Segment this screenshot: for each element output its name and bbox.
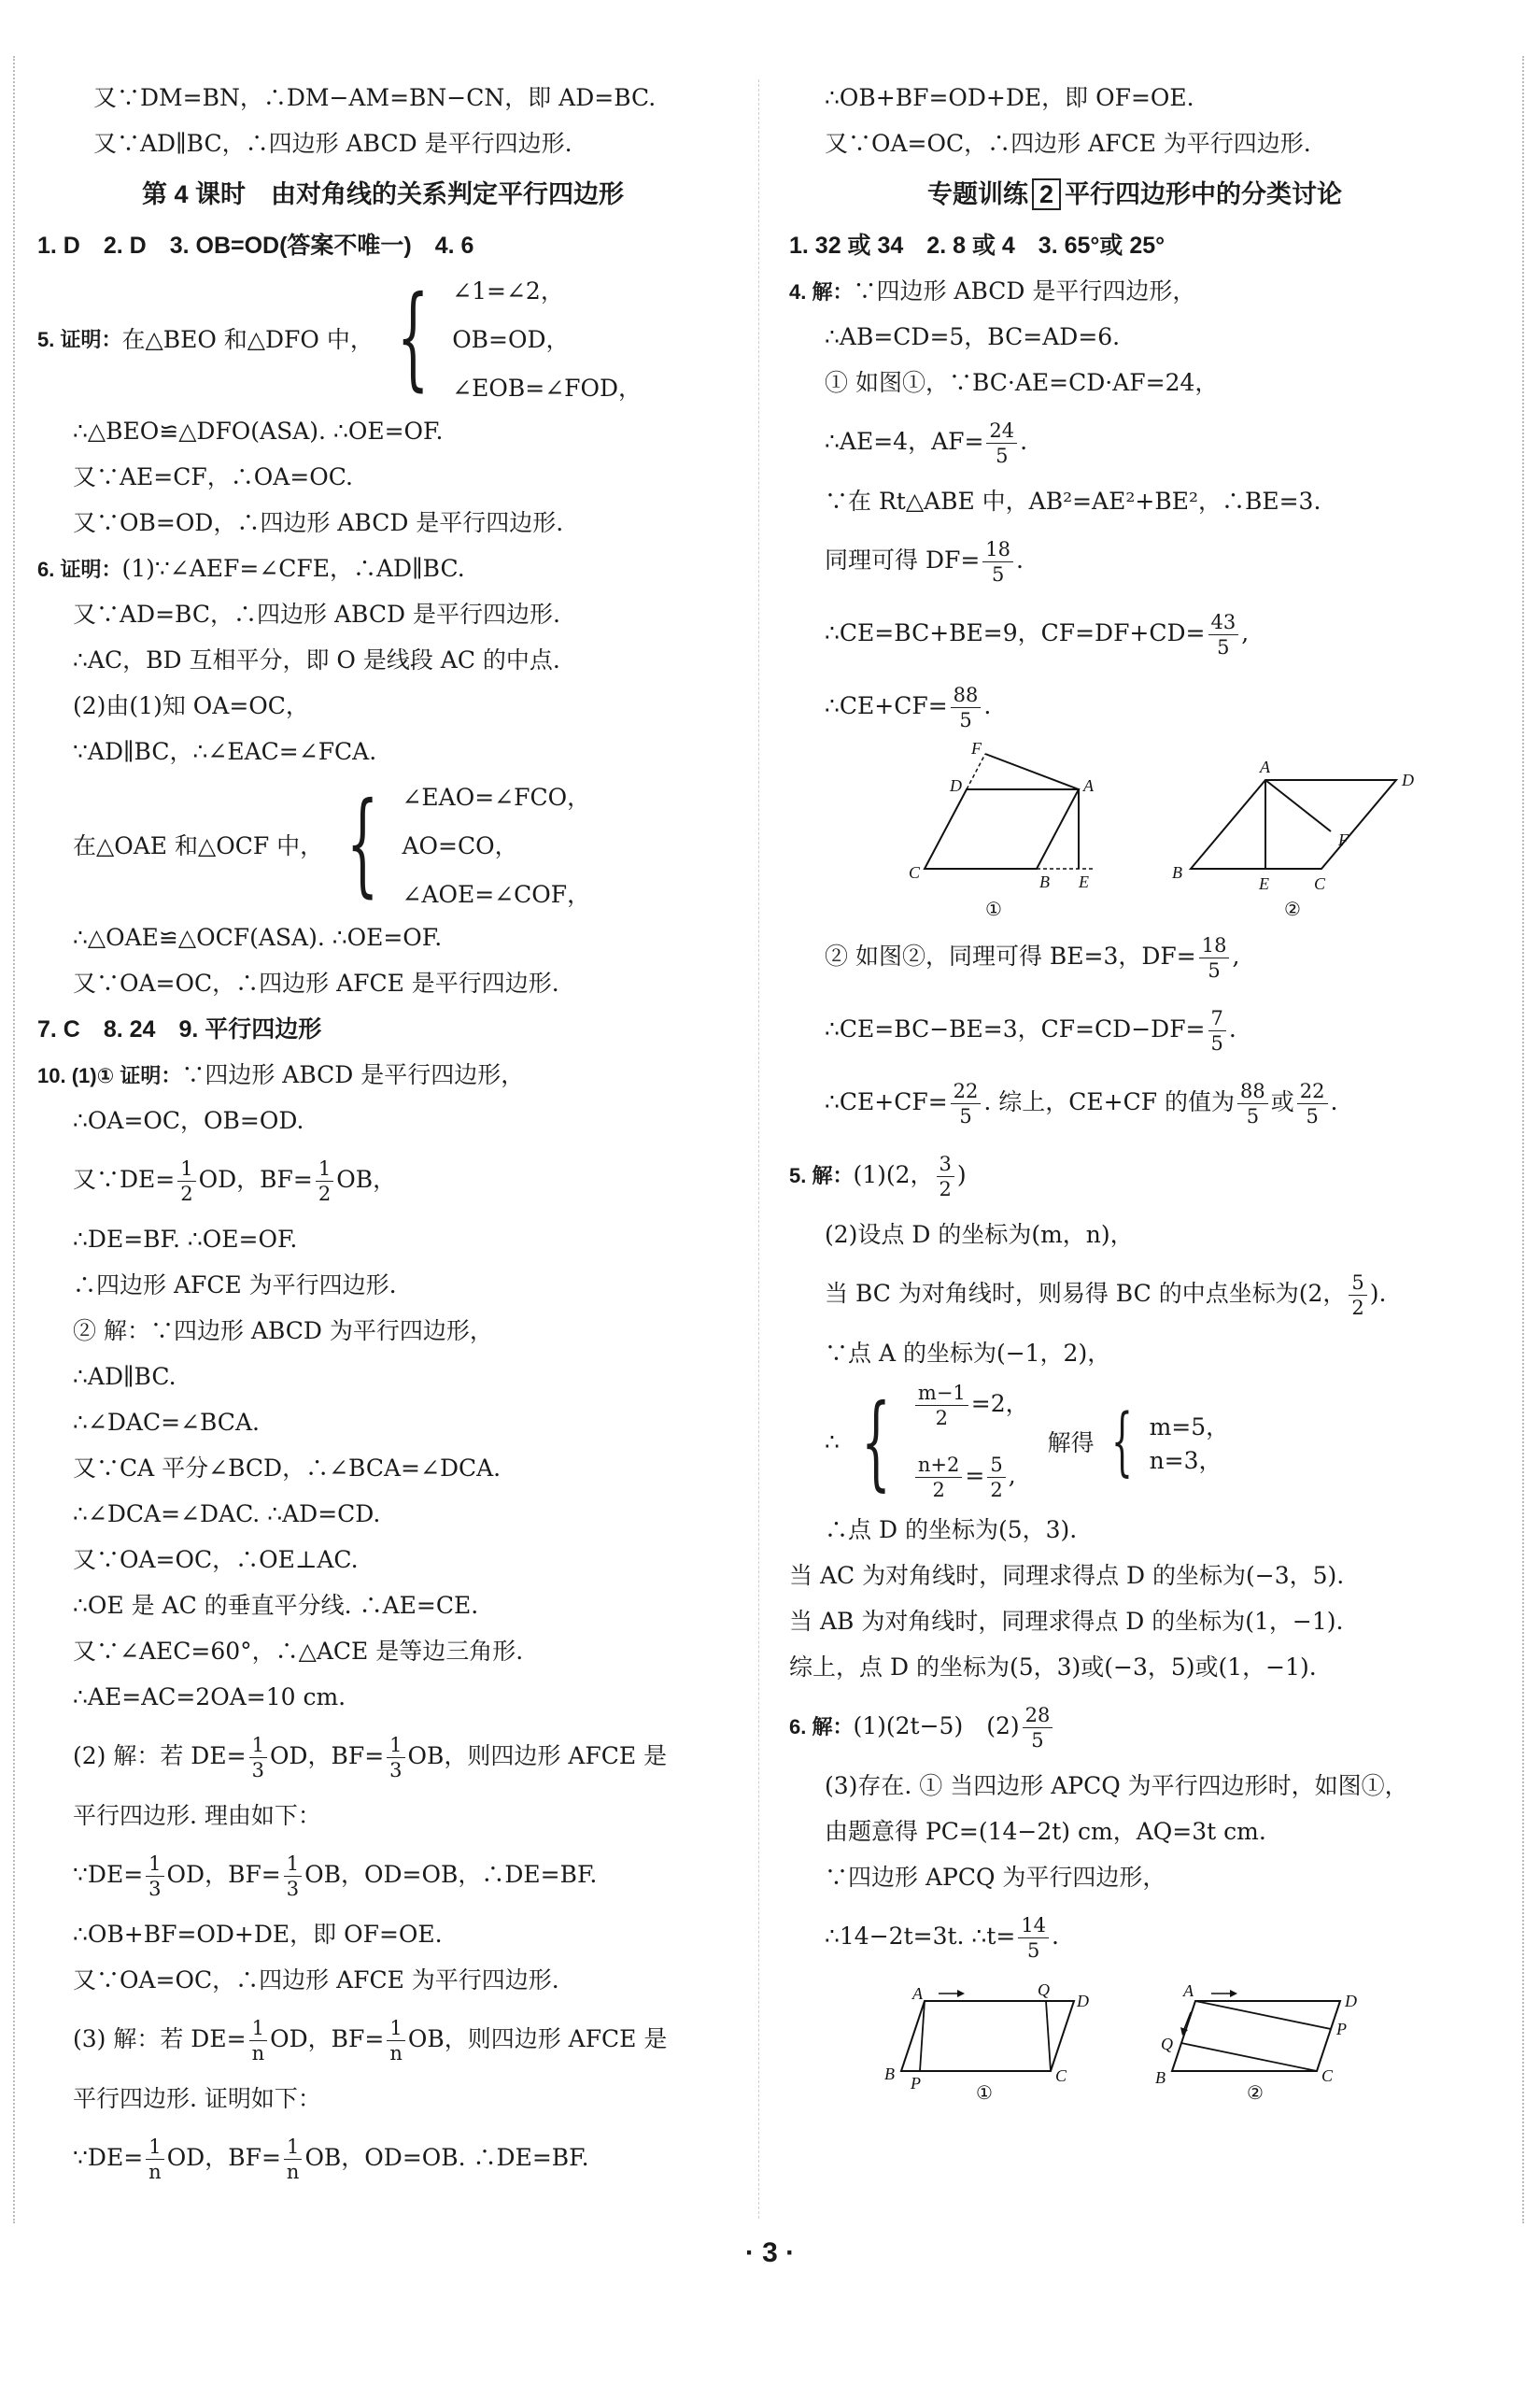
text-line: 又∵OA=OC，∴OE⊥AC. (73, 1546, 359, 1573)
fraction (249, 2016, 268, 2065)
denominator: 5 (1210, 1032, 1223, 1055)
point-a: A (1260, 758, 1270, 776)
answers-text: 1. 32 或 34 2. 8 或 4 3. 65°或 25° (789, 233, 1166, 259)
fraction-line: ∴CE+CF= $\frac{88}{5}$ . (825, 684, 992, 731)
denominator: 5 (991, 563, 1005, 586)
answers-7-9 (37, 1006, 728, 1052)
text-seg: (1)(2t−5) (2) (853, 1712, 1020, 1739)
answers-text: 1. D 2. D 3. OB=OD(答案不唯一) 4. 6 (37, 233, 474, 259)
fraction (1018, 1913, 1049, 1963)
right-column (789, 75, 1480, 2104)
fraction (387, 2016, 405, 2065)
heading-part: 平行四边形中的分类讨论 (1065, 180, 1343, 208)
q5-label: 5. 解： (789, 1164, 854, 1187)
numerator: 1 (146, 1852, 163, 1877)
numerator: 1 (284, 2135, 303, 2160)
q5-intro: 在△BEO 和△DFO 中， (121, 326, 374, 353)
q6-label: 6. 证明： (37, 558, 122, 581)
heading-number: 2 (1032, 178, 1061, 210)
text-line: 平行四边形. 证明如下： (73, 2085, 321, 2112)
fraction-line: ∴CE=BC+BE=9，CF=DF+CD= $\frac{43}{5}$ , (825, 611, 1250, 659)
fraction (146, 2135, 164, 2184)
figure-4 (1155, 1981, 1357, 2104)
denominator: 2 (318, 1183, 332, 1205)
text-line: ∴AE=AC=2OA=10 cm. (73, 1683, 346, 1710)
text-seg: OD，BF= (166, 2144, 281, 2171)
denominator: 2 (935, 1407, 949, 1429)
denominator: 5 (996, 445, 1009, 467)
q6-label: 6. 解： (789, 1715, 854, 1738)
q6-system (37, 774, 728, 915)
text-line: 又∵OB=OD，∴四边形 ABCD 是平行四边形. (73, 509, 564, 536)
answers-1-3 (789, 222, 1480, 268)
point-a: A (912, 1984, 923, 2003)
numerator: 1 (177, 1157, 195, 1182)
text-line: 又∵AD=BC，∴四边形 ABCD 是平行四边形. (73, 601, 560, 628)
text-line: 又∵AD∥BC，∴四边形 ABCD 是平行四边形. (93, 130, 572, 157)
fraction (1199, 933, 1230, 983)
point-d: D (1077, 1992, 1089, 2010)
qc-line (1046, 2001, 1051, 2071)
text-seg: 或 (1270, 1088, 1294, 1115)
text-seg: OD，BF= (269, 1742, 385, 1769)
q10-first-line (37, 1052, 728, 1098)
parallelogram-4 (1172, 2001, 1340, 2071)
q6-figure-svg (883, 1973, 1443, 2104)
solution-2: n=3， (1149, 1447, 1222, 1474)
point-b: B (1155, 2068, 1166, 2087)
point-d: D (1402, 771, 1414, 789)
text-line: ∵点 A 的坐标为(−1，2)， (825, 1340, 1111, 1367)
numerator: 88 (1237, 1079, 1268, 1104)
text-line: ∴△OAE≌△OCF(ASA). ∴OE=OF. (73, 924, 443, 951)
text-line: (2)设点 D 的坐标为(m，n)， (825, 1221, 1134, 1248)
text-line: 又∵∠AEC=60°，∴△ACE 是等边三角形. (73, 1638, 524, 1665)
figure-label: ② (1284, 900, 1301, 920)
text-seg: ∵DE= (73, 1861, 144, 1888)
equation-2: $\frac{n+2}{2}$ = $\frac{5}{2}$ , (912, 1453, 1029, 1502)
denominator: 5 (1246, 1105, 1260, 1128)
fraction-line: ② 如图②，同理可得 BE=3，DF= $\frac{18}{5}$ , (825, 934, 1240, 982)
q6-text: (1)∵∠AEF=∠CFE，∴AD∥BC. (121, 555, 465, 582)
point-p: P (911, 2074, 921, 2093)
q5-equation-system (789, 1376, 1480, 1507)
point-c: C (1055, 2066, 1067, 2085)
q10-label: 10. (1)① 证明： (37, 1064, 182, 1087)
column-separator (758, 79, 759, 2219)
point-e: E (1079, 873, 1089, 891)
text-line: ∴DE=BF. ∴OE=OF. (73, 1226, 298, 1253)
text-seg: ∴AE=4，AF= (825, 428, 984, 455)
point-c: C (1321, 2066, 1334, 2085)
q6-first-line (789, 1690, 1480, 1763)
q4-figure-svg (892, 743, 1415, 920)
answers-text: 7. C 8. 24 9. 平行四边形 (37, 1016, 322, 1043)
fraction-line: ∴CE+CF= $\frac{22}{5}$ . 综上，CE+CF 的值为 $\frac{88}{5}$ 或 $\frac{22}{5}$ . (825, 1080, 1338, 1128)
brace-icon: { (346, 779, 379, 909)
point-d: D (950, 776, 962, 795)
q10-text: ∵四边形 ABCD 是平行四边形， (181, 1061, 525, 1088)
text-line: 当 AB 为对角线时，同理求得点 D 的坐标为(1，−1). (789, 1608, 1344, 1635)
denominator: 5 (959, 1105, 972, 1128)
text-line: ∴∠DCA=∠DAC. ∴AD=CD. (73, 1500, 381, 1527)
hidden-line (915, 2001, 1051, 2071)
q6-cond-2: AO=CO， (402, 832, 518, 859)
text-seg: ∴CE=BC+BE=9，CF=DF+CD= (825, 619, 1206, 646)
text-line: ① 如图①，∵BC·AE=CD·AF=24， (825, 369, 1219, 396)
solve-text: 解得 (1047, 1429, 1095, 1456)
denominator: 2 (932, 1479, 945, 1501)
denominator: 3 (148, 1878, 162, 1900)
fraction-line (37, 2121, 728, 2194)
text-line: 综上，点 D 的坐标为(5，3)或(−3，5)或(1，−1). (789, 1653, 1317, 1681)
numerator: 1 (146, 2135, 164, 2160)
point-c: C (1314, 874, 1326, 893)
numerator: 1 (249, 2016, 268, 2041)
solution-1: m=5， (1149, 1413, 1230, 1440)
right-margin-dots (1522, 56, 1524, 2223)
extension-line (967, 754, 985, 789)
text-line: ∵在 Rt△ABE 中，AB²=AE²+BE²，∴BE=3. (825, 488, 1321, 515)
heading-part: 专题训练 (926, 180, 1028, 208)
fraction-line (37, 1838, 728, 1911)
brace-icon: { (396, 273, 430, 403)
equation-1 (912, 1381, 1029, 1430)
fraction-line: ∴14−2t=3t. ∴t= $\frac{14}{5}$ . (825, 1914, 1059, 1962)
denominator: 2 (180, 1183, 193, 1205)
fraction (1023, 1703, 1053, 1753)
left-column (37, 75, 728, 2194)
numerator: 3 (937, 1152, 954, 1177)
fraction-line: 同理可得 DF= $\frac{18}{5}$ . (825, 538, 1024, 586)
text-seg: (3) 解：若 DE= (73, 2025, 247, 2052)
text-line: ∴四边形 AFCE 为平行四边形. (73, 1271, 397, 1298)
q5-cond-2: OB=OD， (452, 326, 570, 353)
denominator: n (286, 2161, 300, 2183)
text-seg: = (965, 1462, 985, 1489)
text-line: ∴AC，BD 互相平分，即 O 是线段 AC 的中点. (73, 646, 560, 674)
point-e: E (1259, 874, 1269, 893)
q6-cond-1: ∠EAO=∠FCO， (402, 784, 591, 811)
fraction (284, 1852, 302, 1901)
denominator: n (389, 2042, 403, 2065)
text-line: 又∵OA=OC，∴四边形 AFCE 为平行四边形. (825, 130, 1311, 157)
fraction (249, 1733, 267, 1782)
fraction (316, 1157, 333, 1206)
numerator: 18 (982, 537, 1013, 562)
point-b: B (1039, 873, 1050, 891)
q6-first-line (37, 546, 728, 591)
numerator: 88 (951, 683, 982, 708)
numerator: 1 (316, 1157, 333, 1182)
numerator: 24 (986, 419, 1017, 444)
point-c: C (909, 863, 921, 882)
figure-label: ② (1247, 2083, 1264, 2104)
text-line: ∴∠DAC=∠BCA. (73, 1409, 260, 1436)
fraction (951, 683, 982, 732)
q4-text: ∵四边形 ABCD 是平行四边形， (853, 277, 1196, 305)
text-line: ∴AB=CD=5，BC=AD=6. (825, 323, 1121, 350)
text-seg: ∵DE= (73, 2144, 144, 2171)
point-a: A (1183, 1981, 1194, 2000)
parallelogram-1 (925, 789, 1079, 869)
fraction-line (37, 1143, 728, 1216)
fraction-line: ∴CE=BC−BE=3，CF=CD−DF= $\frac{7}{5}$ . (825, 1007, 1236, 1055)
text-seg: OB，OD=OB. ∴DE=BF. (304, 2144, 589, 2171)
denominator: 2 (939, 1178, 952, 1200)
point-f: F (971, 743, 982, 758)
fraction (177, 1157, 195, 1206)
text-seg: OB，则四边形 AFCE 是 (407, 2025, 668, 2052)
text-line: ∴点 D 的坐标为(5，3). (825, 1516, 1078, 1543)
denominator: 2 (990, 1479, 1003, 1501)
fraction-line (37, 2003, 728, 2076)
denominator: n (251, 2042, 265, 2065)
numerator: 43 (1208, 610, 1239, 635)
numerator: 1 (387, 1733, 404, 1758)
text-line: ∴AD∥BC. (73, 1363, 177, 1390)
text-seg: 又∵DE= (73, 1166, 176, 1193)
text-line: ∵AD∥BC，∴∠EAC=∠FCA. (73, 738, 377, 765)
text-line: ∴OA=OC，OB=OD. (73, 1107, 304, 1134)
arrow-icon (1230, 1990, 1237, 1997)
brace-icon: { (861, 1382, 891, 1501)
q5-cond-3: ∠EOB=∠FOD， (452, 375, 643, 402)
q5-first-line: 5. 解：(1)(2， $\frac{3}{2}$ ) (789, 1153, 967, 1200)
numerator: 1 (284, 1852, 302, 1877)
fraction (915, 1381, 968, 1430)
fraction (284, 2135, 303, 2184)
point-q: Q (1161, 2035, 1173, 2053)
fraction (1237, 1079, 1268, 1128)
fraction (1208, 1006, 1226, 1056)
text-seg: . 综上，CE+CF 的值为 (983, 1088, 1236, 1115)
figure-2 (1172, 758, 1414, 920)
text-line: 又∵OA=OC，∴四边形 AFCE 为平行四边形. (73, 1966, 559, 1994)
arrow-icon (957, 1990, 965, 1997)
fraction (951, 1079, 982, 1128)
point-b: B (1172, 863, 1182, 882)
answers-1-4 (37, 222, 728, 268)
fraction (937, 1152, 954, 1201)
denominator: 5 (1306, 1105, 1319, 1128)
q6-figures (789, 1973, 1480, 2104)
text-line: ∵四边形 APCQ 为平行四边形， (825, 1864, 1166, 1891)
ap-line (1195, 2001, 1331, 2029)
text-line: 平行四边形. 理由如下： (73, 1802, 321, 1829)
text-line: 又∵OA=OC，∴四边形 AFCE 是平行四边形. (73, 970, 559, 997)
q6-intro: 在△OAE 和△OCF 中， (73, 832, 324, 859)
text-line: (2)由(1)知 OA=OC， (73, 692, 309, 719)
q5-cond-1: ∠1=∠2， (452, 277, 564, 305)
text-seg: ∴CE+CF= (825, 1088, 948, 1115)
fraction (146, 1852, 163, 1901)
figure-label: ① (976, 2083, 993, 2104)
text-line: 由题意得 PC=(14−2t) cm，AQ=3t cm. (825, 1818, 1266, 1845)
text-line: (3)存在. ① 当四边形 APCQ 为平行四边形时，如图①， (825, 1772, 1408, 1799)
text-seg: (2) 解：若 DE= (73, 1742, 247, 1769)
point-b: B (884, 2065, 895, 2083)
denominator: n (148, 2161, 162, 2183)
fraction-line (37, 1720, 728, 1793)
numerator: 22 (1297, 1079, 1328, 1104)
text-seg: OB，OD=OB，∴DE=BF. (304, 1861, 598, 1888)
text-seg: 同理可得 DF= (825, 546, 981, 574)
numerator: 18 (1199, 933, 1230, 958)
fraction (1208, 610, 1239, 660)
fraction (987, 1453, 1005, 1502)
numerator: 1 (249, 1733, 267, 1758)
left-margin-dots (13, 56, 15, 2223)
therefore-symbol: ∴ (825, 1427, 840, 1455)
denominator: 5 (1026, 1939, 1040, 1962)
fraction-line: 当 BC 为对角线时，则易得 BC 的中点坐标为(2， $\frac{5}{2}$ ). (825, 1271, 1387, 1319)
text-line: ∴OB+BF=OD+DE，即 OF=OE. (825, 84, 1194, 111)
point-p: P (1336, 2020, 1347, 2038)
q4-label: 4. 解： (789, 280, 854, 304)
text-seg: =2， (970, 1390, 1029, 1417)
numerator: n+2 (915, 1453, 962, 1478)
numerator: 14 (1018, 1913, 1049, 1938)
denominator: 3 (251, 1759, 264, 1781)
page-number: · 3 · (744, 2237, 796, 2268)
fraction (915, 1453, 962, 1502)
denominator: 5 (959, 709, 972, 731)
text-seg: ∴14−2t=3t. ∴t= (825, 1923, 1016, 1950)
text-line: ② 解：∵四边形 ABCD 为平行四边形， (73, 1317, 493, 1344)
parallelogram-2 (1191, 780, 1396, 869)
q4-first-line (789, 268, 1480, 314)
section-heading: 第 4 课时 由对角线的关系判定平行四边形 (141, 180, 625, 208)
text-line: ∴△BEO≌△DFO(ASA). ∴OE=OF. (73, 418, 444, 445)
text-seg: OB，则四边形 AFCE 是 (407, 1742, 668, 1769)
text-seg: OD，BF= (166, 1861, 281, 1888)
point-q: Q (1038, 1980, 1050, 1999)
point-f: F (1338, 830, 1349, 849)
text-line: 又∵DM=BN，∴DM−AM=BN−CN，即 AD=BC. (93, 84, 657, 111)
fraction (387, 1733, 404, 1782)
section-heading (789, 166, 1480, 222)
text-seg: ∴CE=BC−BE=3，CF=CD−DF= (825, 1015, 1206, 1043)
point-a: A (1083, 776, 1094, 795)
q5-system (37, 268, 728, 408)
denominator: 3 (389, 1759, 403, 1781)
figure-label: ① (985, 900, 1002, 920)
text-line: 又∵CA 平分∠BCD，∴∠BCA=∠DCA. (73, 1455, 502, 1482)
denominator: 5 (1217, 636, 1230, 659)
text-seg: ∴CE+CF= (825, 692, 948, 719)
text-seg: OD，BF= (198, 1166, 313, 1193)
fraction (1297, 1079, 1328, 1128)
brace-icon: { (1110, 1398, 1133, 1484)
q5-label: 5. 证明： (37, 327, 122, 351)
text-line: ∴OB+BF=OD+DE，即 OF=OE. (73, 1921, 443, 1948)
text-seg: ② 如图②，同理可得 BE=3，DF= (825, 943, 1196, 970)
text-line: 又∵AE=CF，∴OA=OC. (73, 463, 353, 490)
text-line: 当 AC 为对角线时，同理求得点 D 的坐标为(−3，5). (789, 1562, 1345, 1589)
text-seg: OB， (336, 1166, 397, 1193)
point-d: D (1345, 1992, 1357, 2010)
qc-line (1181, 2043, 1317, 2071)
numerator: m−1 (915, 1381, 968, 1406)
numerator: 28 (1023, 1703, 1053, 1728)
text-seg: (1)(2， (853, 1161, 934, 1188)
fraction-line: ∴AE=4，AF= $\frac{24}{5}$ . (825, 419, 1028, 467)
numerator: 1 (387, 2016, 405, 2041)
text-seg: OD，BF= (270, 2025, 385, 2052)
fraction (1349, 1270, 1366, 1320)
text-line: ∴OE 是 AC 的垂直平分线. ∴AE=CE. (73, 1592, 479, 1619)
numerator: 5 (987, 1453, 1005, 1478)
q4-figures (789, 743, 1480, 920)
denominator: 2 (1351, 1297, 1364, 1319)
fraction (986, 419, 1017, 468)
q6-cond-3: ∠AOE=∠COF， (402, 881, 591, 908)
denominator: 5 (1208, 959, 1221, 982)
text-seg: 当 BC 为对角线时，则易得 BC 的中点坐标为(2， (825, 1280, 1347, 1307)
numerator: 22 (951, 1079, 982, 1104)
numerator: 5 (1349, 1270, 1366, 1296)
af-line (985, 754, 1079, 789)
figure-1 (909, 743, 1095, 920)
af-line (1265, 780, 1331, 831)
figure-3 (884, 1980, 1089, 2104)
fraction (982, 537, 1013, 587)
denominator: 3 (286, 1878, 300, 1900)
denominator: 5 (1031, 1729, 1044, 1752)
numerator: 7 (1208, 1006, 1226, 1031)
